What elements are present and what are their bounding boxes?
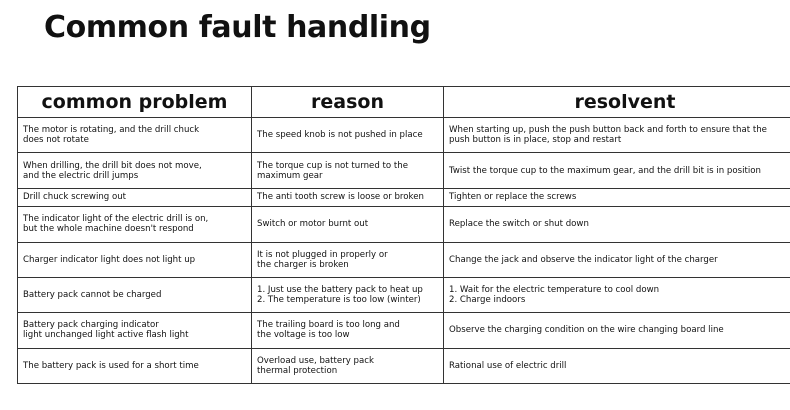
table-row xyxy=(18,242,790,277)
table-row xyxy=(18,153,790,188)
resolvent-cell: 1. Wait for the electric temperature to cool down 2. Charge indoors xyxy=(444,277,790,312)
reason-cell: The speed knob is not pushed in place xyxy=(252,118,444,153)
table-row xyxy=(18,277,790,312)
header-common-problem: common problem xyxy=(18,87,252,118)
problem-cell: Battery pack cannot be charged xyxy=(18,277,252,312)
table-row xyxy=(18,118,790,153)
reason-cell: The trailing board is too long and the voltage is too low xyxy=(252,313,444,348)
problem-cell: Battery pack charging indicator light unchanged light active flash light xyxy=(18,313,252,348)
header-resolvent: resolvent xyxy=(444,87,790,118)
reason-cell: 1. Just use the battery pack to heat up 2. The temperature is too low (winter) xyxy=(252,277,444,312)
resolvent-cell: Twist the torque cup to the maximum gear, and the drill bit is in position xyxy=(444,153,790,188)
problem-cell: When drilling, the drill bit does not move, and the electric drill jumps xyxy=(18,153,252,188)
resolvent-cell: Replace the switch or shut down xyxy=(444,207,790,242)
reason-cell: It is not plugged in properly or the charger is broken xyxy=(252,242,444,277)
page-title: Common fault handling xyxy=(44,10,431,45)
resolvent-cell: Tighten or replace the screws xyxy=(444,188,790,207)
reason-cell: Switch or motor burnt out xyxy=(252,207,444,242)
reason-cell: Overload use, battery pack thermal protection xyxy=(252,348,444,383)
problem-cell: Drill chuck screwing out xyxy=(18,188,252,207)
problem-cell: The indicator light of the electric drill is on, but the whole machine doesn't respond xyxy=(18,207,252,242)
table-row xyxy=(18,188,790,207)
table-header-row xyxy=(18,87,790,118)
problem-cell: The motor is rotating, and the drill chuck does not rotate xyxy=(18,118,252,153)
problem-cell: Charger indicator light does not light up xyxy=(18,242,252,277)
problem-cell: The battery pack is used for a short time xyxy=(18,348,252,383)
reason-cell: The anti tooth screw is loose or broken xyxy=(252,188,444,207)
fault-table xyxy=(17,86,790,384)
table-row xyxy=(18,348,790,383)
table-row xyxy=(18,207,790,242)
header-reason: reason xyxy=(252,87,444,118)
resolvent-cell: Change the jack and observe the indicator light of the charger xyxy=(444,242,790,277)
resolvent-cell: When starting up, push the push button back and forth to ensure that the push button is in place, stop and restart xyxy=(444,118,790,153)
resolvent-cell: Rational use of electric drill xyxy=(444,348,790,383)
table-row xyxy=(18,313,790,348)
resolvent-cell: Observe the charging condition on the wire changing board line xyxy=(444,313,790,348)
reason-cell: The torque cup is not turned to the maximum gear xyxy=(252,153,444,188)
